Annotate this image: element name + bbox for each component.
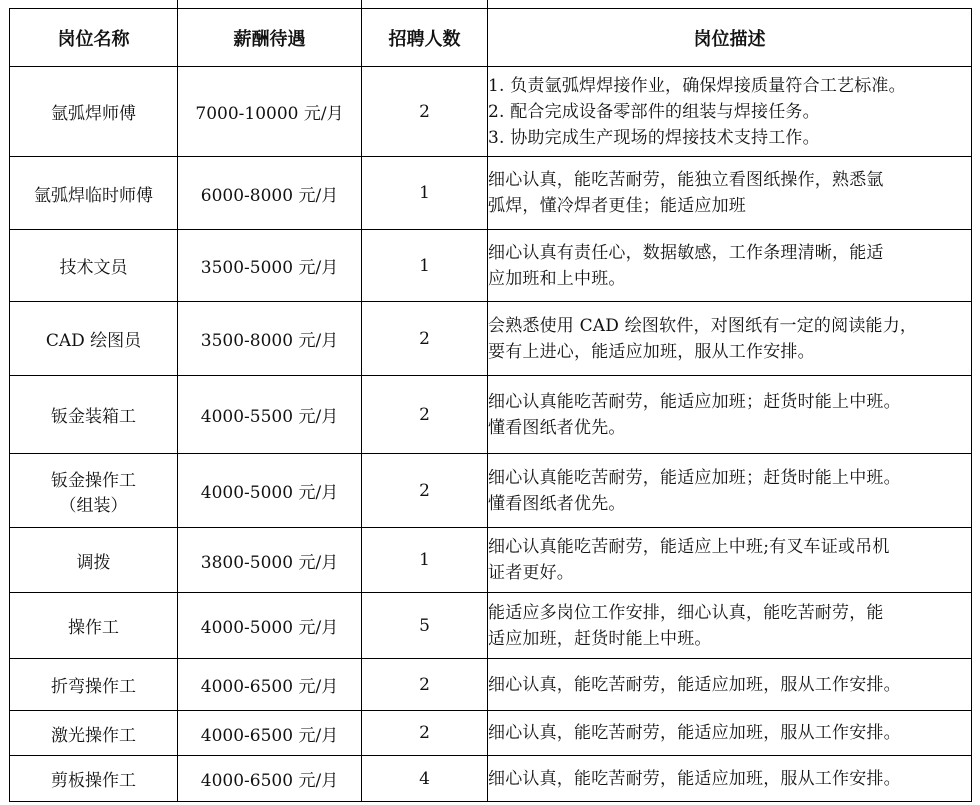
table-row bbox=[10, 302, 972, 376]
salary: 4000-6500 元/月 bbox=[178, 756, 362, 802]
table-row bbox=[10, 593, 972, 659]
headcount: 4 bbox=[362, 756, 488, 802]
job-table bbox=[9, 8, 972, 802]
table-row bbox=[10, 376, 972, 454]
table-row bbox=[10, 454, 972, 528]
position-name: 钣金装箱工 bbox=[10, 376, 178, 454]
salary: 6000-8000 元/月 bbox=[178, 157, 362, 230]
job-description bbox=[488, 67, 972, 157]
job-description bbox=[488, 302, 972, 376]
position-name: 氩弧焊师傅 bbox=[10, 67, 178, 157]
salary: 4000-5000 元/月 bbox=[178, 454, 362, 528]
description-line: 细心认真能吃苦耐劳，能适应加班；赶货时能上中班。 bbox=[488, 467, 901, 488]
salary: 4000-5500 元/月 bbox=[178, 376, 362, 454]
table-row bbox=[10, 230, 972, 302]
headcount: 2 bbox=[362, 302, 488, 376]
position-name: 激光操作工 bbox=[10, 711, 178, 756]
description-line: 细心认真有责任心，数据敏感，工作条理清晰，能适 bbox=[488, 242, 884, 263]
salary: 7000-10000 元/月 bbox=[178, 67, 362, 157]
headcount: 2 bbox=[362, 659, 488, 711]
table-row bbox=[10, 756, 972, 802]
description-line: 细心认真，能吃苦耐劳，能适应加班，服从工作安排。 bbox=[488, 723, 901, 743]
headcount: 1 bbox=[362, 230, 488, 302]
salary: 3500-8000 元/月 bbox=[178, 302, 362, 376]
position-name: 操作工 bbox=[10, 593, 178, 659]
job-description bbox=[488, 711, 972, 756]
job-description bbox=[488, 157, 972, 230]
headcount: 5 bbox=[362, 593, 488, 659]
salary: 4000-6500 元/月 bbox=[178, 711, 362, 756]
headcount: 1 bbox=[362, 528, 488, 593]
description-line: 能适应多岗位工作安排，细心认真，能吃苦耐劳，能 bbox=[488, 602, 884, 623]
description-line: 会熟悉使用 CAD 绘图软件，对图纸有一定的阅读能力， bbox=[488, 315, 918, 336]
table-row bbox=[10, 659, 972, 711]
position-name: CAD 绘图员 bbox=[10, 302, 178, 376]
header-description: 岗位描述 bbox=[488, 9, 972, 67]
job-description bbox=[488, 376, 972, 454]
salary: 4000-6500 元/月 bbox=[178, 659, 362, 711]
salary: 3800-5000 元/月 bbox=[178, 528, 362, 593]
table-row bbox=[10, 157, 972, 230]
headcount: 1 bbox=[362, 157, 488, 230]
position-name bbox=[10, 454, 178, 528]
job-description bbox=[488, 659, 972, 711]
position-name: 剪板操作工 bbox=[10, 756, 178, 802]
table-row bbox=[10, 711, 972, 756]
headcount: 2 bbox=[362, 711, 488, 756]
position-name: 折弯操作工 bbox=[10, 659, 178, 711]
job-description bbox=[488, 454, 972, 528]
description-line: 细心认真，能吃苦耐劳，能适应加班，服从工作安排。 bbox=[488, 768, 901, 789]
job-description bbox=[488, 593, 972, 659]
description-line: 懂看图纸者优先。 bbox=[488, 493, 626, 514]
job-description bbox=[488, 230, 972, 302]
position-name-line: 钣金操作工 bbox=[51, 470, 136, 491]
table-row bbox=[10, 528, 972, 593]
description-line: 细心认真，能吃苦耐劳，能独立看图纸操作，熟悉氩 bbox=[488, 170, 884, 190]
description-line: 2. 配合完成设备零部件的组装与焊接任务。 bbox=[488, 101, 820, 122]
description-line: 懂看图纸者优先。 bbox=[488, 417, 626, 438]
description-line: 细心认真能吃苦耐劳，能适应上中班;有叉车证或吊机 bbox=[488, 537, 890, 557]
description-line: 应加班和上中班。 bbox=[488, 268, 626, 289]
position-name: 技术文员 bbox=[10, 230, 178, 302]
job-description bbox=[488, 528, 972, 593]
header-count: 招聘人数 bbox=[362, 9, 488, 67]
description-line: 细心认真能吃苦耐劳，能适应加班；赶货时能上中班。 bbox=[488, 391, 901, 412]
description-line: 要有上进心，能适应加班，服从工作安排。 bbox=[488, 341, 815, 362]
description-line: 证者更好。 bbox=[488, 563, 574, 583]
headcount: 2 bbox=[362, 376, 488, 454]
job-table-container bbox=[9, 8, 972, 802]
description-line: 弧焊，懂冷焊者更佳；能适应加班 bbox=[488, 196, 746, 216]
description-line: 细心认真，能吃苦耐劳，能适应加班，服从工作安排。 bbox=[488, 674, 901, 695]
headcount: 2 bbox=[362, 454, 488, 528]
position-name: 调拨 bbox=[10, 528, 178, 593]
header-row bbox=[10, 9, 972, 67]
headcount: 2 bbox=[362, 67, 488, 157]
header-position: 岗位名称 bbox=[10, 9, 178, 67]
description-line: 1. 负责氩弧焊焊接作业，确保焊接质量符合工艺标准。 bbox=[488, 75, 906, 96]
position-name-note: （组装） bbox=[59, 495, 128, 516]
salary: 3500-5000 元/月 bbox=[178, 230, 362, 302]
header-salary: 薪酬待遇 bbox=[178, 9, 362, 67]
description-line: 适应加班，赶货时能上中班。 bbox=[488, 628, 712, 649]
job-description bbox=[488, 756, 972, 802]
table-row bbox=[10, 67, 972, 157]
description-line: 3. 协助完成生产现场的焊接技术支持工作。 bbox=[488, 127, 820, 148]
salary: 4000-5000 元/月 bbox=[178, 593, 362, 659]
position-name: 氩弧焊临时师傅 bbox=[10, 157, 178, 230]
